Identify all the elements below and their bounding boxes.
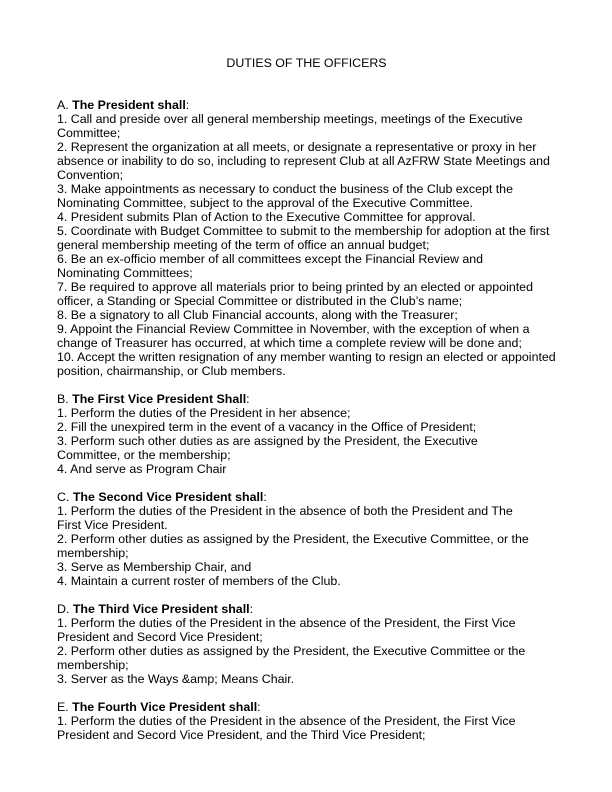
document-title: DUTIES OF THE OFFICERS	[226, 56, 387, 70]
section-heading-colon: :	[185, 98, 190, 112]
duty-item-line: 6. Be an ex-officio member of all committees except the Financial Review and	[57, 252, 484, 266]
section-letter: C.	[57, 490, 73, 504]
duty-item-line: 3. Make appointments as necessary to conduct the business of the Club except the	[57, 182, 513, 196]
section-letter: D.	[57, 602, 73, 616]
sections-container	[57, 98, 556, 742]
duty-item-line: general membership meeting of the term of office an annual budget;	[57, 238, 430, 252]
section-heading	[57, 98, 556, 112]
duty-item-line: Nominating Committee, subject to the approval of the Executive Committee.	[57, 196, 473, 210]
section-heading-text: The President shall	[72, 98, 186, 112]
officer-section	[57, 98, 556, 378]
duty-item-line: 2. Perform other duties as assigned by the President, the Executive Committee, or the	[57, 532, 529, 546]
duty-item-line: 2. Represent the organization at all meets, or designate a representative or proxy in her	[57, 140, 537, 154]
duty-item-line: 4. And serve as Program Chair	[57, 462, 227, 476]
duty-item-line: 1. Perform the duties of the President in the absence of the President, the First Vice	[57, 714, 516, 728]
section-heading-colon: :	[246, 392, 250, 406]
section-heading-text: The Second Vice President shall	[72, 490, 264, 504]
duty-item-line: President and Secord Vice President;	[57, 630, 263, 644]
duty-item-line: membership;	[57, 546, 129, 560]
duty-item-line: 8. Be a signatory to all Club Financial accounts, along with the Treasurer;	[57, 308, 458, 322]
section-letter: A.	[57, 98, 73, 112]
duty-item-line: 1. Call and preside over all general membership meetings, meetings of the Executive	[57, 112, 523, 126]
duty-item-line: membership;	[57, 658, 129, 672]
section-heading-text: The Fourth Vice President shall	[72, 700, 258, 714]
duty-item-line: 2. Perform other duties as assigned by the President, the Executive Committee or the	[57, 644, 526, 658]
duty-item-line: Committee, or the membership;	[57, 448, 231, 462]
section-heading	[57, 392, 556, 406]
duty-item-line: 1. Perform the duties of the President in the absence of the President, the First Vice	[57, 616, 516, 630]
duty-item-line: 5. Coordinate with Budget Committee to submit to the membership for adoption at the first	[57, 224, 550, 238]
officer-section	[57, 490, 556, 588]
duty-item-line: absence or inability to do so, including to represent Club at all AzFRW State Meetings and	[57, 154, 550, 168]
duty-item-line: change of Treasurer has occurred, at which time a complete review will be done and;	[57, 336, 522, 350]
duty-item-line: President and Secord Vice President, and the Third Vice President;	[57, 728, 426, 742]
section-heading	[57, 490, 556, 504]
duty-item-line: 1. Perform the duties of the President in her absence;	[57, 406, 351, 420]
duty-item-line: Convention;	[57, 168, 124, 182]
section-heading-text: The First Vice President Shall	[72, 392, 247, 406]
duty-item-line: First Vice President.	[57, 518, 168, 532]
duty-item-line: officer, a Standing or Special Committee or distributed in the Club’s name;	[57, 294, 463, 308]
duty-item-line: 4. Maintain a current roster of members of the Club.	[57, 574, 341, 588]
section-heading	[57, 700, 556, 714]
duty-item-line: Nominating Committees;	[57, 266, 193, 280]
section-letter: E.	[57, 700, 73, 714]
officer-section	[57, 602, 556, 686]
duty-item-line: 10. Accept the written resignation of any member wanting to resign an elected or appointed	[57, 350, 556, 364]
section-heading-colon: :	[257, 700, 261, 714]
officer-section	[57, 392, 556, 476]
duty-item-line: position, chairmanship, or Club members.	[57, 364, 286, 378]
section-letter: B.	[57, 392, 73, 406]
duty-item-line: 1. Perform the duties of the President in the absence of both the President and The	[57, 504, 513, 518]
section-heading-colon: :	[263, 490, 267, 504]
section-heading-text: The Third Vice President shall	[72, 602, 250, 616]
duty-item-line: 3. Serve as Membership Chair, and	[57, 560, 252, 574]
section-heading	[57, 602, 556, 616]
section-heading-colon: :	[249, 602, 254, 616]
duty-item-line: 3. Perform such other duties as are assigned by the President, the Executive	[57, 434, 478, 448]
duty-item-line: 4. President submits Plan of Action to the Executive Committee for approval.	[57, 210, 476, 224]
duty-item-line: 2. Fill the unexpired term in the event of a vacancy in the Office of President;	[57, 420, 477, 434]
duty-item-line: Committee;	[57, 126, 121, 140]
officer-section	[57, 700, 556, 742]
duty-item-line: 3. Server as the Ways &amp; Means Chair.	[57, 672, 295, 686]
duty-item-line: 7. Be required to approve all materials prior to being printed by an elected or appointed	[57, 280, 533, 294]
duty-item-line: 9. Appoint the Financial Review Committee in November, with the exception of when a	[57, 322, 530, 336]
